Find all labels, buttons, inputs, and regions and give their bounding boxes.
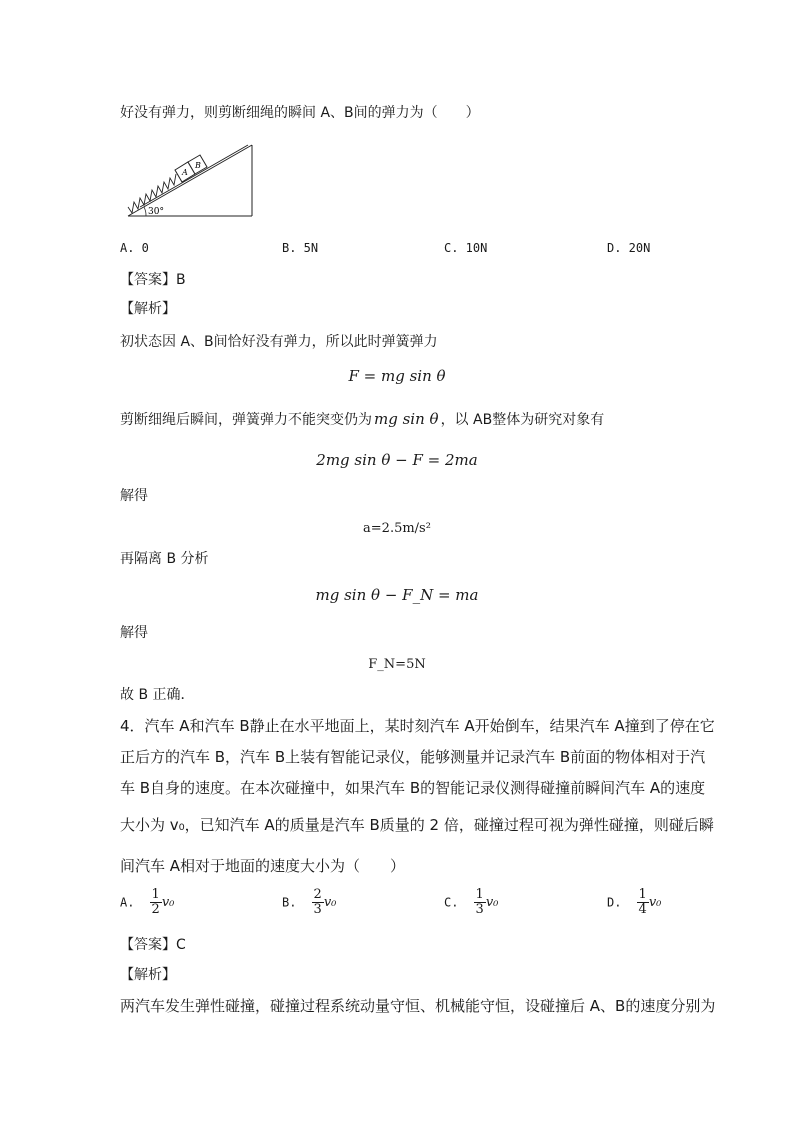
- q3-analysis-label: 【解析】: [120, 301, 176, 317]
- q3-option-a: A. 0: [120, 241, 149, 255]
- q4-line-2: 正后方的汽车 B，汽车 B上装有智能记录仪，能够测量并记录汽车 B前面的物体相对于汽: [120, 748, 706, 766]
- q4-option-a: A. $\frac{1}{2}$ v₀: [120, 887, 175, 917]
- q3-solve-2: 解得: [120, 625, 148, 641]
- q3-line-2a: 剪断细绳后瞬间，弹簧弹力不能突变仍为: [120, 412, 372, 428]
- q3-stem-end: 好没有弹力，则剪断细绳的瞬间 A、B间的弹力为（ ）: [120, 105, 480, 121]
- eq-normal-force: F_N=5N: [368, 657, 426, 672]
- q4-line-5: 间汽车 A相对于地面的速度大小为（ ）: [120, 857, 406, 875]
- q4-line-4: 大小为 v₀，已知汽车 A的质量是汽车 B质量的 2 倍，碰撞过程可视为弹性碰撞，则碰后瞬: [120, 816, 714, 834]
- label-block-b: B: [195, 161, 201, 170]
- incline-figure: [120, 135, 260, 220]
- q3-option-c: C. 10N: [444, 241, 488, 255]
- q3-option-d: D. 20N: [607, 241, 651, 255]
- q4-option-c: C. $\frac{1}{3}$ v₀: [444, 887, 499, 917]
- q3-line-1: 初状态因 A、B间恰好没有弹力，所以此时弹簧弹力: [120, 334, 438, 350]
- q4-option-d: D. $\frac{1}{4}$ v₀: [607, 887, 662, 917]
- q3-solve-1: 解得: [120, 488, 148, 504]
- eq-spring-force: F = mg sin θ: [348, 367, 446, 385]
- q4-option-b: B. $\frac{2}{3}$ v₀: [282, 887, 337, 917]
- q4-answer: 【答案】C: [120, 937, 186, 953]
- q3-line-3: 再隔离 B 分析: [120, 551, 209, 567]
- q4-analysis-label: 【解析】: [120, 967, 176, 983]
- q4-analysis-line: 两汽车发生弹性碰撞，碰撞过程系统动量守恒、机械能守恒，设碰撞后 A、B的速度分别为: [120, 997, 716, 1015]
- q3-line-2b: ，以 AB整体为研究对象有: [440, 412, 605, 428]
- q3-answer: 【答案】B: [120, 272, 186, 288]
- q4-line-3: 车 B自身的速度。在本次碰撞中，如果汽车 B的智能记录仪测得碰撞前瞬间汽车 A的速度: [120, 779, 706, 797]
- q3-line-2-math: mg sin θ: [374, 410, 439, 428]
- q3-option-b: B. 5N: [282, 241, 319, 255]
- angle-label: 30°: [148, 207, 164, 217]
- eq-acceleration: a=2.5m/s²: [363, 521, 431, 536]
- q3-conclusion: 故 B 正确．: [120, 687, 195, 703]
- q3-line-2: [120, 410, 604, 429]
- q4-line-1: 4．汽车 A和汽车 B静止在水平地面上，某时刻汽车 A开始倒车，结果汽车 A撞到了停在它: [120, 717, 715, 735]
- label-block-a: A: [182, 168, 188, 177]
- eq-block-b: mg sin θ − F_N = ma: [315, 586, 479, 604]
- eq-whole-system: 2mg sin θ − F = 2ma: [316, 451, 478, 469]
